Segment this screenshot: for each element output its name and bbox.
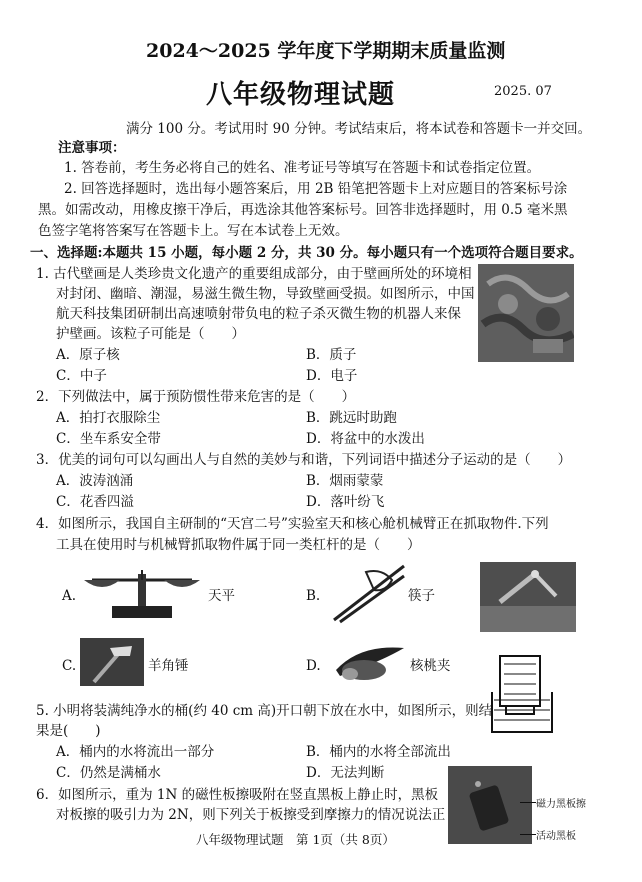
q4-option-d-label: 核桃夹 [410, 658, 451, 674]
q1-line-1: 1. 古代壁画是人类珍贵文化遗产的重要组成部分，由于壁画所处的环境相 [36, 266, 472, 282]
q5-option-a[interactable]: A．桶内的水将流出一部分 [56, 744, 215, 760]
q3-option-c[interactable]: C．花香四溢 [56, 494, 134, 510]
note-1: 1. 答卷前，考生务必将自己的姓名、准考证号等填写在答题卡和试卷指定位置。 [64, 160, 541, 176]
q4-option-a[interactable]: A. [62, 588, 77, 604]
exam-intro: 满分 100 分。考试用时 90 分钟。考试结束后，将本试卷和答题卡一并交回。 [126, 121, 592, 137]
robotic-arm-photo [480, 562, 576, 632]
q1-option-b[interactable]: B．质子 [306, 347, 357, 363]
q2-option-a[interactable]: A．拍打衣服除尘 [56, 410, 161, 426]
note-2-line-2: 黑。如需改动，用橡皮擦干净后，再选涂其他答案标号。回答非选择题时，用 0.5 毫米黑 [38, 202, 568, 218]
q5-option-b[interactable]: B．桶内的水将全部流出 [306, 744, 451, 760]
notes-label: 注意事项： [58, 140, 126, 156]
q4-option-b[interactable]: B. [306, 588, 321, 604]
board-pointer-line [520, 834, 536, 835]
chopsticks-image [326, 562, 408, 624]
section-heading: 一、选择题:本题共 15 小题，每小题 2 分，共 30 分。每小题只有一个选项符合题目要求。 [30, 245, 583, 261]
q5-line-2: 果是( ) [36, 723, 101, 739]
balance-scale-image [82, 566, 202, 622]
water-bucket-diagram [490, 652, 554, 734]
q6-line-1: 6．如图所示，重为 1N 的磁性板擦吸附在竖直黑板上静止时，黑板 [36, 787, 439, 803]
q4-option-c[interactable]: C. [62, 658, 77, 674]
q2-option-d[interactable]: D．将盆中的水泼出 [306, 431, 425, 447]
exam-date: 2025. 07 [494, 84, 552, 99]
q6-image-label-board: 活动黑板 [536, 831, 576, 842]
nutcracker-image [330, 636, 408, 686]
q3-option-b[interactable]: B．烟雨蒙蒙 [306, 473, 384, 489]
q5-option-c[interactable]: C．仍然是满桶水 [56, 765, 161, 781]
q4-line-1: 4．如图所示，我国自主研制的“天宫二号”实验室天和核心舱机械臂正在抓取物件.下列 [36, 516, 549, 532]
q1-line-2: 对封闭、幽暗、潮湿，易滋生微生物，导致壁画受损。如图所示，中国 [56, 286, 475, 302]
q4-option-c-label: 羊角锤 [148, 658, 189, 674]
exam-session-title: 2024～2025 学年度下学期期末质量监测 [146, 40, 506, 62]
q4-line-2: 工具在使用时与机械臂抓取物件属于同一类杠杆的是（ ） [56, 537, 421, 553]
q3-stem: 3．优美的词句可以勾画出人与自然的美妙与和谐，下列词语中描述分子运动的是（ ） [36, 452, 572, 468]
q1-line-3: 航天科技集团研制出高速喷射带负电的粒子杀灭微生物的机器人来保 [56, 306, 461, 322]
q4-option-b-label: 筷子 [408, 588, 435, 604]
mural-photo [478, 264, 574, 362]
note-2-line-3: 色签字笔将答案写在答题卡上。写在本试卷上无效。 [38, 223, 349, 239]
exam-title: 八年级物理试题 [206, 80, 396, 110]
q1-option-d[interactable]: D．电子 [306, 368, 358, 384]
q2-stem: 2．下列做法中，属于预防惯性带来危害的是（ ） [36, 389, 356, 405]
q3-option-d[interactable]: D．落叶纷飞 [306, 494, 385, 510]
q5-option-d[interactable]: D．无法判断 [306, 765, 385, 781]
note-2-line-1: 2. 回答选择题时，选出每小题答案后，用 2B 铅笔把答题卡上对应题目的答案标号涂 [64, 181, 568, 197]
q2-option-b[interactable]: B．跳远时助跑 [306, 410, 397, 426]
q6-line-2: 对板擦的吸引力为 2N，则下列关于板擦受到摩擦力的情况说法正 [56, 807, 446, 823]
q4-option-a-label: 天平 [208, 588, 235, 604]
eraser-pointer-line [520, 802, 536, 803]
q6-image-label-eraser: 磁力黑板擦 [536, 799, 586, 810]
q2-option-c[interactable]: C．坐车系安全带 [56, 431, 161, 447]
claw-hammer-photo [80, 638, 144, 686]
q3-option-a[interactable]: A．波涛汹涌 [56, 473, 134, 489]
q5-line-1: 5. 小明将装满纯净水的桶(约 40 cm 高)开口朝下放在水中，如图所示，则结 [36, 703, 493, 719]
q1-line-4: 护壁画。该粒子可能是（ ） [56, 326, 245, 342]
q4-option-d[interactable]: D. [306, 658, 321, 674]
q1-option-a[interactable]: A．原子核 [56, 347, 120, 363]
magnetic-eraser-photo [448, 766, 532, 844]
q1-option-c[interactable]: C．中子 [56, 368, 107, 384]
page-footer: 八年级物理试题 第 1页（共 8页） [196, 832, 395, 847]
